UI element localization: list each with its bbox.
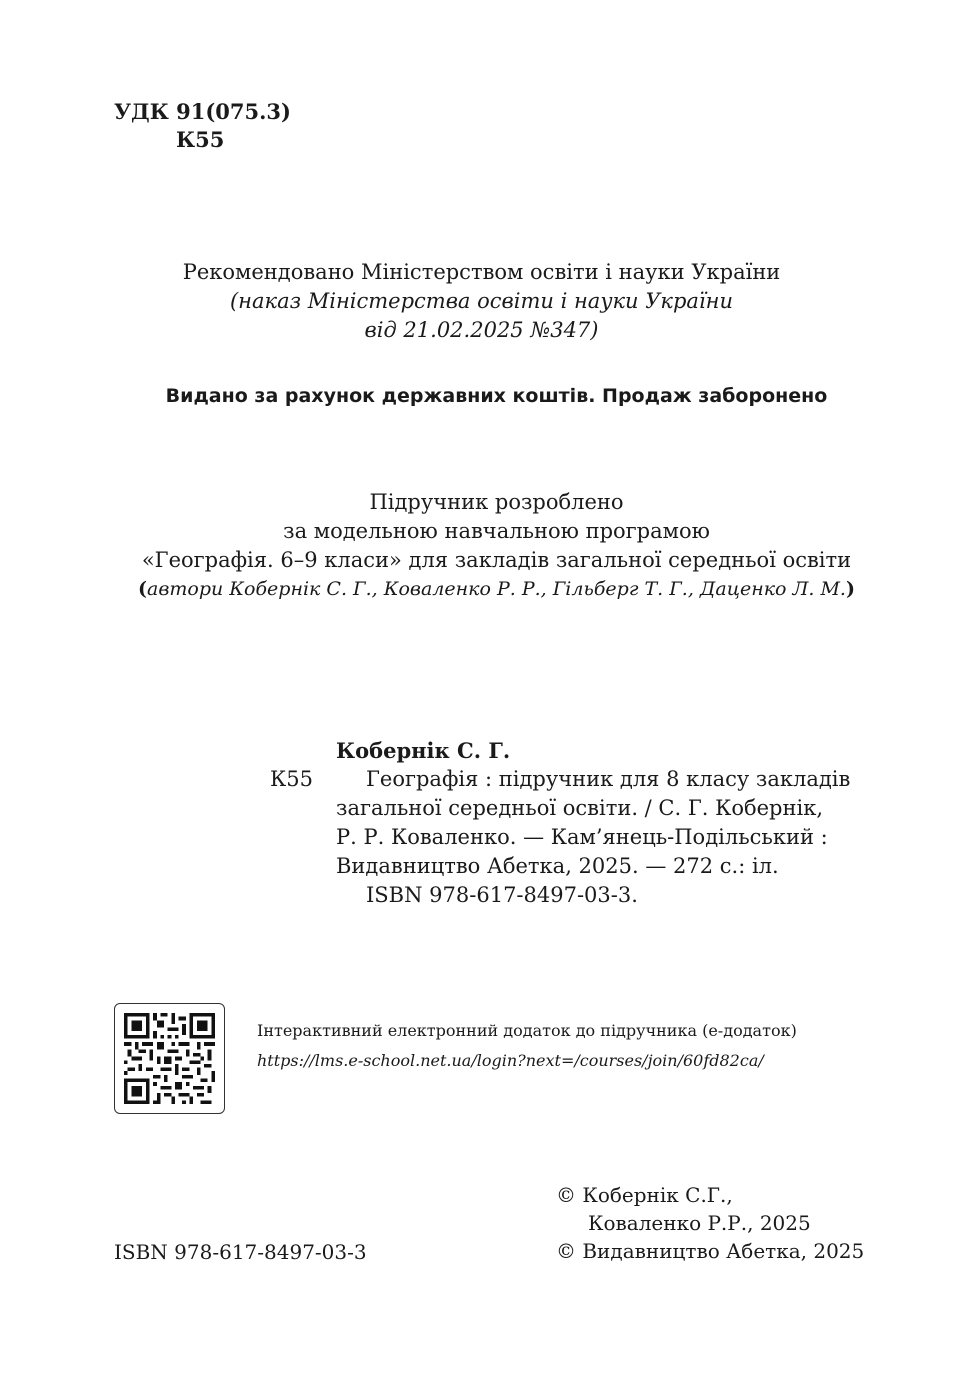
e-supplement-description: Інтерактивний електронний додаток до підручника (е-додаток) [257, 1021, 797, 1040]
isbn-number: ISBN 978-617-8497-03-3 [114, 1240, 367, 1264]
bibliographic-record [270, 736, 850, 910]
biblio-line-3: Р. Р. Коваленко. — Кам’янець-Подільський : [336, 825, 828, 849]
copyright-authors: © Кобернік С.Г., [556, 1183, 733, 1207]
biblio-isbn: ISBN 978-617-8497-03-3. [366, 883, 638, 907]
program-authors [0, 575, 963, 604]
order-date-line: від 21.02.2025 №347) [364, 318, 599, 342]
biblio-code: К55 [270, 767, 313, 791]
ministry-recommendation [0, 258, 963, 345]
biblio-first-row [270, 765, 850, 794]
author-mark: К55 [176, 127, 225, 152]
biblio-line-4: Видавництво Абетка, 2025. — 272 с.: іл. [336, 854, 779, 878]
program-authors-text: автори Кобернік С. Г., Коваленко Р. Р., Гільберг Т. Г., Даценко Л. М. [147, 578, 846, 600]
udk-code: УДК 91(075.3) [114, 99, 291, 124]
udk-block [114, 98, 291, 154]
e-supplement-info [257, 1016, 797, 1076]
e-supplement-link[interactable]: https://lms.e-school.net.ua/login?next=/courses/join/60fd82ca/ [257, 1051, 764, 1070]
authors-close-paren: ) [845, 578, 855, 600]
recommendation-line: Рекомендовано Міністерством освіти і науки України [182, 260, 781, 284]
copyright-authors-cont: Коваленко Р.Р., 2025 [588, 1211, 811, 1235]
program-line-1: Підручник розроблено [369, 490, 624, 514]
biblio-title: Географія : підручник для 8 класу закладів [366, 767, 851, 791]
copyright-publisher: © Видавництво Абетка, 2025 [556, 1239, 865, 1263]
authors-open-paren: ( [138, 578, 148, 600]
qr-code-icon[interactable] [114, 1003, 225, 1114]
biblio-line-2: загальної середньої освіти. / С. Г. Кобернік, [336, 796, 824, 820]
qr-code-graphic [124, 1013, 215, 1104]
order-line: (наказ Міністерства освіти і науки України [229, 289, 733, 313]
free-distribution-notice: Видано за рахунок державних коштів. Продаж заборонено [165, 385, 828, 407]
copyright-block [556, 1181, 864, 1265]
biblio-author: Кобернік С. Г. [336, 738, 511, 763]
program-line-3: «Географія. 6–9 класи» для закладів загальної середньої освіти [141, 548, 852, 572]
program-statement [0, 488, 963, 604]
program-line-2: за модельною навчальною програмою [283, 519, 710, 543]
